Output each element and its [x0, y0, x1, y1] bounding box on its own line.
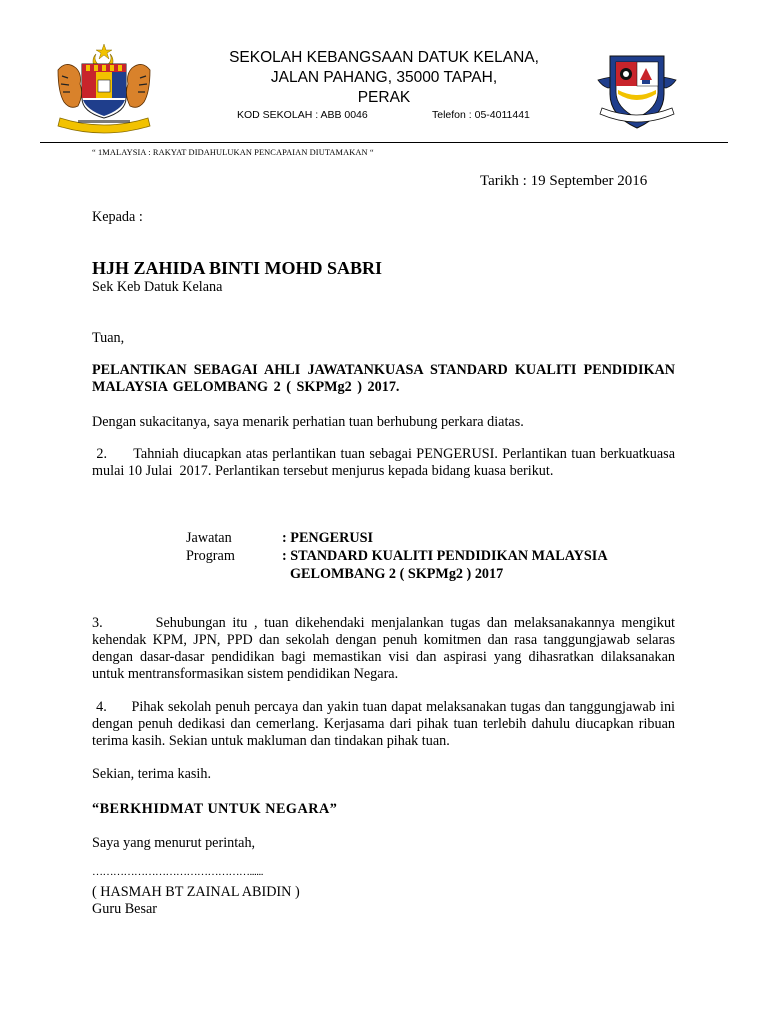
- school-code: KOD SEKOLAH : ABB 0046: [237, 109, 368, 121]
- school-name: SEKOLAH KEBANGSAAN DATUK KELANA,: [229, 49, 539, 66]
- kepada-label: Kepada :: [92, 209, 143, 225]
- program-value-line1: : STANDARD KUALITI PENDIDIKAN MALAYSIA: [282, 548, 608, 564]
- jawatan-label: Jawatan: [186, 530, 232, 546]
- paragraph-4: 4. Pihak sekolah penuh percaya dan yakin tuan dapat melaksanakan tugas dan tanggungjawab ini dengan penuh dedikasi dan cemerlang. Kerjasama dari pihak tuan terlebih dahulu diucapkan ribuan terima kasih. Sekian untuk makluman dan tindakan pihak tuan.: [92, 699, 679, 749]
- signer-title: Guru Besar: [92, 901, 158, 917]
- jawatan-value: : PENGERUSI: [282, 530, 374, 546]
- header-divider: [40, 142, 728, 143]
- salutation: Tuan,: [92, 330, 125, 346]
- paragraph-2: 2. Tahniah diucapkan atas perlantikan tuan sebagai PENGERUSI. Perlantikan tuan berkuatkuasa mulai 10 Julai 2017. Perlantikan tersebut menjurus kepada bidang kuasa berikut.: [92, 446, 679, 479]
- motto: “BERKHIDMAT UNTUK NEGARA”: [92, 801, 338, 817]
- saya-yang-menurut: Saya yang menurut perintah,: [92, 835, 256, 851]
- letter-subject: PELANTIKAN SEBAGAI AHLI JAWATANKUASA STANDARD KUALITI PENDIDIKAN MALAYSIA GELOMBANG 2 ( SKPMg2 ) 2017.: [92, 362, 675, 395]
- closing: Sekian, terima kasih.: [92, 766, 211, 782]
- paragraph-3: 3. Sehubungan itu , tuan dikehendaki menjalankan tugas dan melaksanakannya mengikut kehendak KPM, JPN, PPD dan sekolah dengan penuh komitmen dan rasa tanggungjawab selaras dengan dasar-dasar pendidikan bagi memastikan visi dan aspirasi yang dihasratkan dilaksanakan untuk mentransformasikan sistem pendidikan Negara.: [92, 615, 679, 682]
- slogan: “ 1MALAYSIA : RAKYAT DIDAHULUKAN PENCAPAIAN DIUTAMAKAN “: [92, 148, 374, 157]
- signature-line: ………………………………………......: [92, 866, 263, 878]
- recipient-org: Sek Keb Datuk Kelana: [92, 279, 223, 295]
- signer-name: ( HASMAH BT ZAINAL ABIDIN ): [92, 884, 300, 900]
- program-label: Program: [186, 548, 235, 564]
- program-value-line2: GELOMBANG 2 ( SKPMg2 ) 2017: [290, 566, 504, 582]
- school-address: JALAN PAHANG, 35000 TAPAH,: [270, 69, 498, 86]
- intro-paragraph: Dengan sukacitanya, saya menarik perhatian tuan berhubung perkara diatas.: [92, 414, 524, 430]
- recipient-name: HJH ZAHIDA BINTI MOHD SABRI: [92, 258, 383, 278]
- school-phone: Telefon : 05-4011441: [432, 109, 530, 121]
- school-state: PERAK: [357, 89, 411, 106]
- letter-date: Tarikh : 19 September 2016: [480, 173, 648, 189]
